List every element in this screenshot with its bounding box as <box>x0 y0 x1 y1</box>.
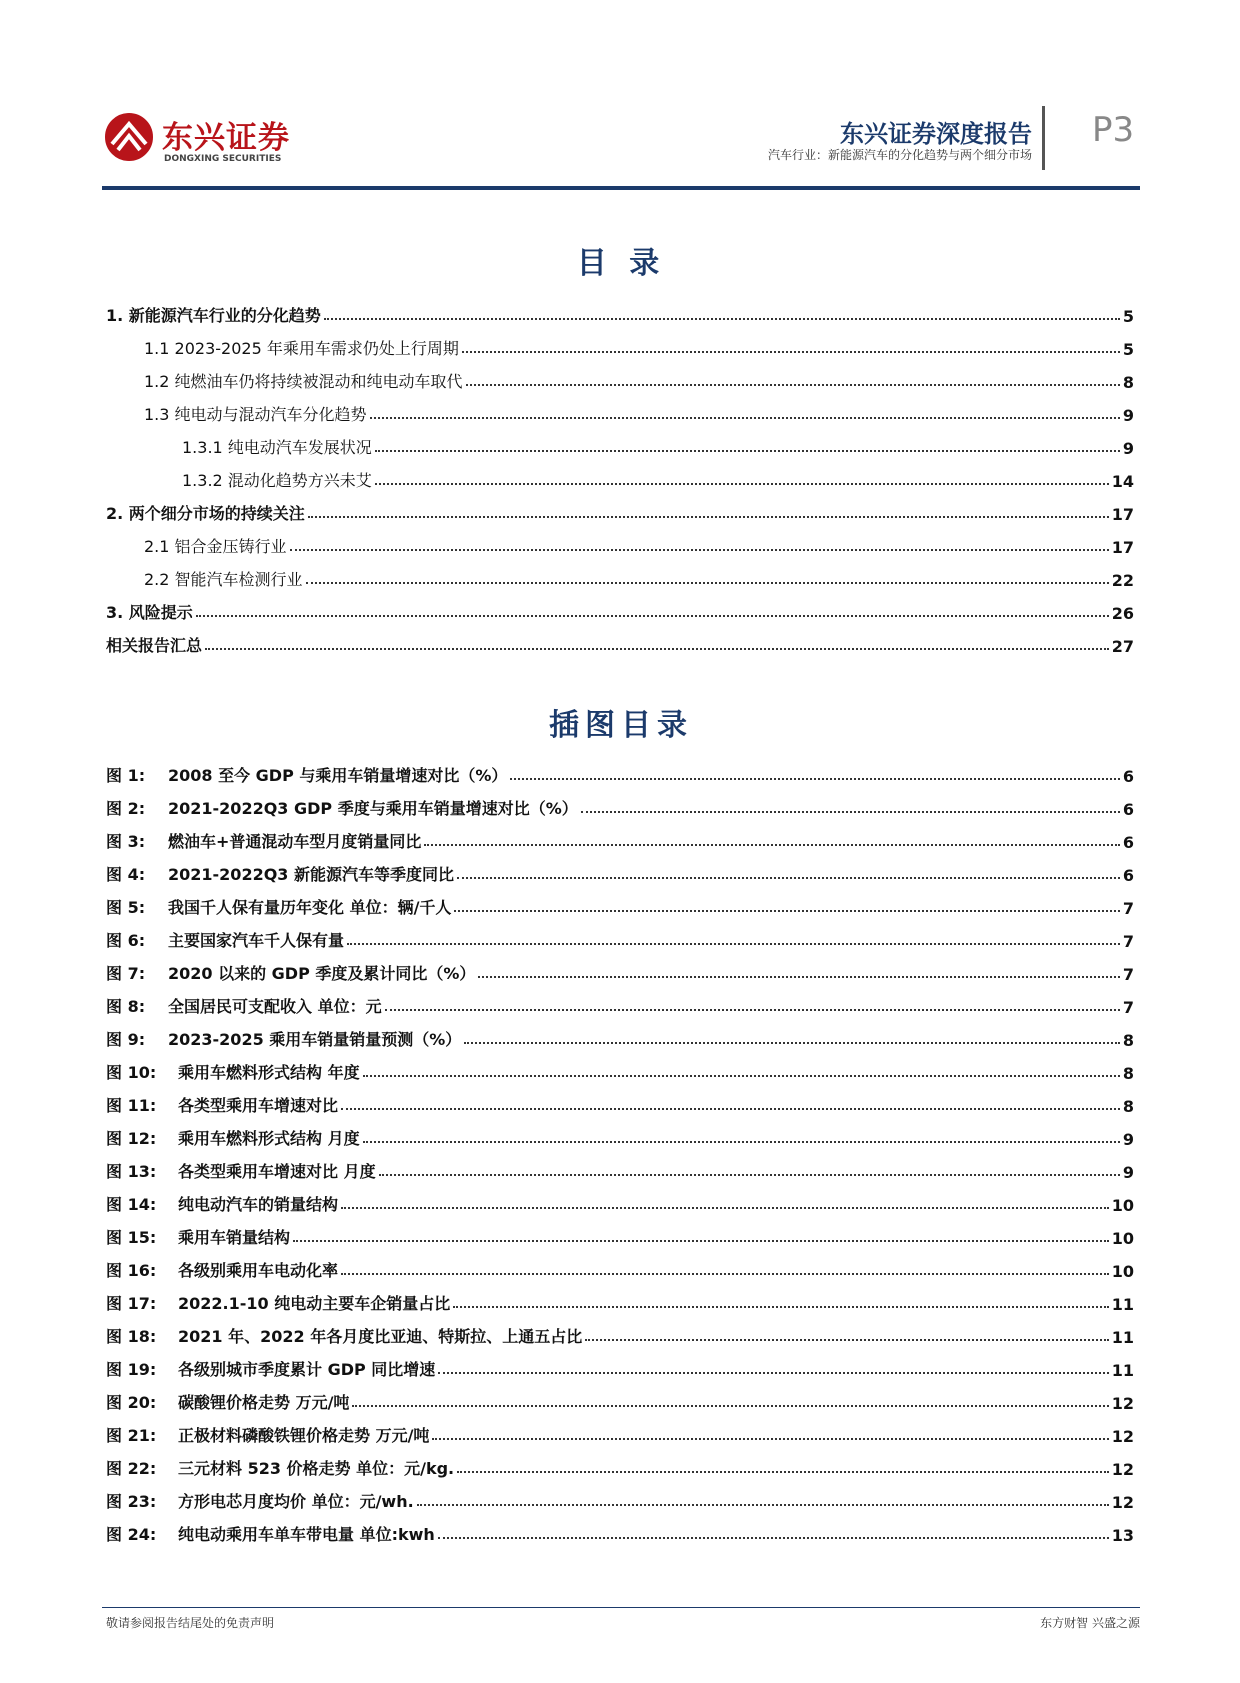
toc-item-page: 8 <box>1122 373 1134 392</box>
figure-number: 图 8: <box>106 997 146 1016</box>
footer-rule <box>102 1607 1140 1608</box>
toc-item-page: 5 <box>1122 307 1134 326</box>
toc-leader <box>375 449 1120 452</box>
toc-item-label: 1.1 2023-2025 年乘用车需求仍处上行周期 <box>144 339 459 358</box>
figure-page: 11 <box>1111 1295 1134 1314</box>
figure-number: 图 24: <box>106 1525 157 1544</box>
page-number: P3 <box>1092 110 1135 150</box>
figure-page: 12 <box>1111 1394 1134 1413</box>
toc-leader <box>205 647 1109 650</box>
figure-leader <box>417 1503 1109 1506</box>
figure-leader <box>379 1173 1120 1176</box>
figure-label: 主要国家汽车千人保有量 <box>168 931 345 950</box>
toc-item-page: 17 <box>1111 505 1134 524</box>
figure-number: 图 9: <box>106 1030 146 1049</box>
figure-item[interactable] <box>106 1116 1134 1149</box>
figure-leader <box>347 942 1120 945</box>
figure-leader <box>432 1437 1108 1440</box>
figure-page: 7 <box>1122 998 1134 1017</box>
figure-item[interactable] <box>106 1446 1134 1479</box>
logo-text-en: DONGXING SECURITIES <box>164 154 282 164</box>
figure-page: 8 <box>1122 1097 1134 1116</box>
figure-number: 图 3: <box>106 832 146 851</box>
toc-item[interactable] <box>106 557 1134 590</box>
figure-item[interactable] <box>106 1182 1134 1215</box>
figure-leader <box>438 1371 1108 1374</box>
figure-number: 图 6: <box>106 931 146 950</box>
toc-item[interactable] <box>106 458 1134 491</box>
toc-item-label: 3. 风险提示 <box>106 603 193 622</box>
header-rule <box>102 186 1140 190</box>
figure-label: 纯电动汽车的销量结构 <box>178 1195 339 1214</box>
toc-item-label: 相关报告汇总 <box>106 636 203 655</box>
figure-page: 11 <box>1111 1328 1134 1347</box>
toc-leader <box>370 416 1120 419</box>
footer-slogan: 东方财智 兴盛之源 <box>1040 1616 1140 1630</box>
footer-disclaimer: 敬请参阅报告结尾处的免责声明 <box>106 1616 275 1630</box>
toc-item-page: 26 <box>1111 604 1134 623</box>
figure-item[interactable] <box>106 918 1134 951</box>
toc-item-page: 14 <box>1111 472 1134 491</box>
figure-leader <box>363 1140 1120 1143</box>
toc-item-label: 1.3 纯电动与混动汽车分化趋势 <box>144 405 367 424</box>
figure-item[interactable] <box>106 1149 1134 1182</box>
figure-page: 10 <box>1111 1262 1134 1281</box>
figure-leader <box>293 1239 1109 1242</box>
figure-label: 正极材料磷酸铁锂价格走势 万元/吨 <box>178 1426 430 1445</box>
figure-leader <box>385 1008 1120 1011</box>
figure-label: 2021 年、2022 年各月度比亚迪、特斯拉、上通五占比 <box>178 1327 583 1346</box>
figure-number: 图 16: <box>106 1261 157 1280</box>
toc-item[interactable] <box>106 425 1134 458</box>
figure-number: 图 7: <box>106 964 146 983</box>
toc-item-label: 1.2 纯燃油车仍将持续被混动和纯电动车取代 <box>144 372 463 391</box>
figure-number: 图 15: <box>106 1228 157 1247</box>
toc-item-label: 1.3.2 混动化趋势方兴未艾 <box>182 471 372 490</box>
figure-page: 6 <box>1122 866 1134 885</box>
figure-page: 9 <box>1122 1130 1134 1149</box>
toc-item-page: 9 <box>1122 406 1134 425</box>
figure-label: 各类型乘用车增速对比 月度 <box>178 1162 376 1181</box>
figure-label: 燃油车+普通混动车型月度销量同比 <box>168 832 422 851</box>
toc-leader <box>324 317 1120 320</box>
toc-leader <box>462 350 1120 353</box>
figure-page: 11 <box>1111 1361 1134 1380</box>
toc-item-page: 17 <box>1111 538 1134 557</box>
figure-label: 碳酸锂价格走势 万元/吨 <box>178 1393 350 1412</box>
figure-label: 2008 至今 GDP 与乘用车销量增速对比（%） <box>168 766 508 785</box>
figure-leader <box>478 975 1119 978</box>
figure-label: 各类型乘用车增速对比 <box>178 1096 339 1115</box>
figure-page: 8 <box>1122 1064 1134 1083</box>
toc-list <box>106 293 1134 656</box>
figure-item[interactable] <box>106 1314 1134 1347</box>
report-subtitle: 汽车行业：新能源汽车的分化趋势与两个细分市场 <box>767 148 1032 162</box>
logo-text-cn: 东兴证券 <box>162 120 290 156</box>
toc-item[interactable] <box>106 623 1134 656</box>
toc-leader <box>290 548 1109 551</box>
figure-number: 图 11: <box>106 1096 157 1115</box>
figure-item[interactable] <box>106 1380 1134 1413</box>
header-divider <box>1042 106 1045 170</box>
figure-label: 各级别乘用车电动化率 <box>178 1261 339 1280</box>
figure-number: 图 12: <box>106 1129 157 1148</box>
figure-page: 8 <box>1122 1031 1134 1050</box>
figure-page: 7 <box>1122 932 1134 951</box>
figure-leader <box>585 1338 1109 1341</box>
figure-item[interactable] <box>106 951 1134 984</box>
figure-item[interactable] <box>106 1413 1134 1446</box>
toc-item-label: 2.1 铝合金压铸行业 <box>144 537 287 556</box>
figure-item[interactable] <box>106 786 1134 819</box>
figure-number: 图 17: <box>106 1294 157 1313</box>
figure-leader <box>352 1404 1108 1407</box>
report-title: 东兴证券深度报告 <box>840 120 1032 148</box>
figure-item[interactable] <box>106 852 1134 885</box>
figure-leader <box>438 1536 1109 1539</box>
figure-leader <box>341 1107 1120 1110</box>
figure-item[interactable] <box>106 885 1134 918</box>
figure-label: 乘用车燃料形式结构 年度 <box>178 1063 360 1082</box>
figure-number: 图 19: <box>106 1360 157 1379</box>
figure-label: 2021-2022Q3 GDP 季度与乘用车销量增速对比（%） <box>168 799 578 818</box>
toc-item[interactable] <box>106 590 1134 623</box>
toc-item-label: 2. 两个细分市场的持续关注 <box>106 504 305 523</box>
figure-item[interactable] <box>106 1215 1134 1248</box>
figure-item[interactable] <box>106 1083 1134 1116</box>
figure-leader <box>341 1206 1109 1209</box>
figure-number: 图 21: <box>106 1426 157 1445</box>
figure-label: 全国居民可支配收入 单位：元 <box>168 997 382 1016</box>
figure-number: 图 14: <box>106 1195 157 1214</box>
figure-page: 7 <box>1122 965 1134 984</box>
figure-number: 图 13: <box>106 1162 157 1181</box>
figure-label: 三元材料 523 价格走势 单位：元/kg. <box>178 1459 455 1478</box>
figure-page: 9 <box>1122 1163 1134 1182</box>
figure-leader <box>464 1041 1120 1044</box>
figure-label: 2020 以来的 GDP 季度及累计同比（%） <box>168 964 476 983</box>
figure-page: 13 <box>1111 1526 1134 1545</box>
toc-item-label: 1.3.1 纯电动汽车发展状况 <box>182 438 372 457</box>
figure-page: 7 <box>1122 899 1134 918</box>
toc-item[interactable] <box>106 491 1134 524</box>
toc-leader <box>466 383 1120 386</box>
figure-leader <box>363 1074 1120 1077</box>
figure-item[interactable] <box>106 1050 1134 1083</box>
toc-item-page: 5 <box>1122 340 1134 359</box>
figure-leader <box>453 1305 1109 1308</box>
toc-item-label: 2.2 智能汽车检测行业 <box>144 570 303 589</box>
toc-item-page: 27 <box>1111 637 1134 656</box>
figure-leader <box>510 777 1119 780</box>
figure-label: 2023-2025 乘用车销量销量预测（%） <box>168 1030 462 1049</box>
figure-label: 乘用车燃料形式结构 月度 <box>178 1129 360 1148</box>
figure-label: 方形电芯月度均价 单位：元/wh. <box>178 1492 414 1511</box>
figure-number: 图 5: <box>106 898 146 917</box>
figure-page: 12 <box>1111 1493 1134 1512</box>
company-logo <box>102 110 302 170</box>
toc-item[interactable] <box>106 524 1134 557</box>
toc-leader <box>308 515 1109 518</box>
figure-list <box>106 753 1134 1545</box>
toc-item[interactable] <box>106 359 1134 392</box>
figure-item[interactable] <box>106 1347 1134 1380</box>
figure-item[interactable] <box>106 819 1134 852</box>
figure-page: 12 <box>1111 1427 1134 1446</box>
figure-leader <box>424 843 1119 846</box>
figure-page: 10 <box>1111 1229 1134 1248</box>
figure-number: 图 20: <box>106 1393 157 1412</box>
toc-leader <box>306 581 1109 584</box>
page-header <box>102 100 1140 190</box>
figure-number: 图 1: <box>106 766 146 785</box>
figure-number: 图 22: <box>106 1459 157 1478</box>
toc-item[interactable] <box>106 293 1134 326</box>
toc-item-page: 22 <box>1111 571 1134 590</box>
toc-leader <box>375 482 1109 485</box>
figure-item[interactable] <box>106 984 1134 1017</box>
company-logo-icon <box>102 110 156 164</box>
figure-label: 纯电动乘用车单车带电量 单位:kwh <box>178 1525 435 1544</box>
toc-leader <box>196 614 1109 617</box>
figure-number: 图 10: <box>106 1063 157 1082</box>
figure-leader <box>457 876 1120 879</box>
figure-label: 各级别城市季度累计 GDP 同比增速 <box>178 1360 436 1379</box>
figure-item[interactable] <box>106 1281 1134 1314</box>
figure-leader <box>341 1272 1109 1275</box>
figure-label: 乘用车销量结构 <box>178 1228 291 1247</box>
toc-item-page: 9 <box>1122 439 1134 458</box>
figure-item[interactable] <box>106 1479 1134 1512</box>
figure-item[interactable] <box>106 1017 1134 1050</box>
figure-page: 6 <box>1122 833 1134 852</box>
figure-number: 图 18: <box>106 1327 157 1346</box>
figure-number: 图 23: <box>106 1492 157 1511</box>
figure-item[interactable] <box>106 1248 1134 1281</box>
figure-page: 10 <box>1111 1196 1134 1215</box>
figure-leader <box>457 1470 1109 1473</box>
figure-leader <box>581 810 1120 813</box>
figure-item[interactable] <box>106 1512 1134 1545</box>
toc-item[interactable] <box>106 326 1134 359</box>
toc-item[interactable] <box>106 392 1134 425</box>
toc-item-label: 1. 新能源汽车行业的分化趋势 <box>106 306 321 325</box>
figure-page: 12 <box>1111 1460 1134 1479</box>
figure-label: 2021-2022Q3 新能源汽车等季度同比 <box>168 865 455 884</box>
figure-number: 图 4: <box>106 865 146 884</box>
figure-item[interactable] <box>106 753 1134 786</box>
figure-number: 图 2: <box>106 799 146 818</box>
figure-label: 2022.1-10 纯电动主要车企销量占比 <box>178 1294 451 1313</box>
figure-page: 6 <box>1122 800 1134 819</box>
figure-label: 我国千人保有量历年变化 单位：辆/千人 <box>168 898 452 917</box>
figures-title: 插图目录 <box>549 708 693 743</box>
toc-title: 目 录 <box>576 246 666 281</box>
figure-page: 6 <box>1122 767 1134 786</box>
figure-leader <box>454 909 1119 912</box>
